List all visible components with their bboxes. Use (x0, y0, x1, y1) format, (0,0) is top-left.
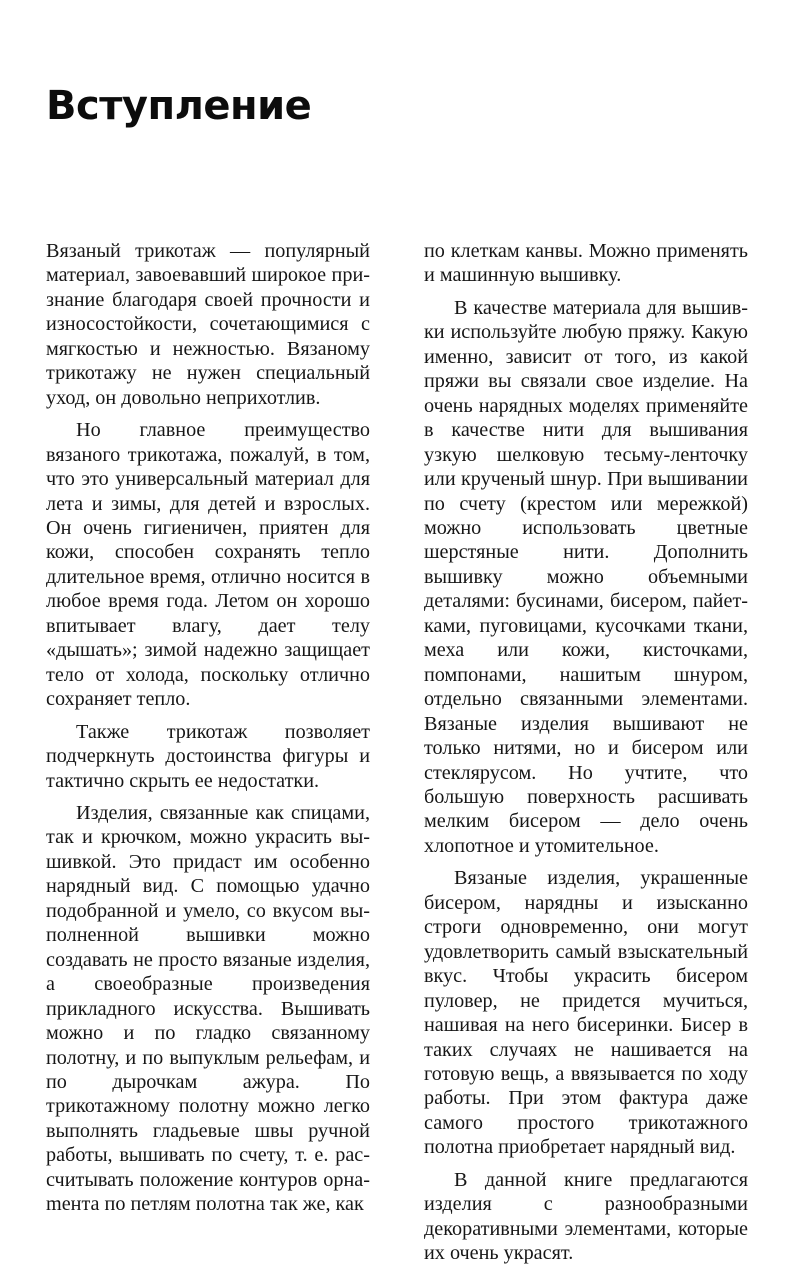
right-column (424, 239, 748, 1266)
paragraph: В качестве материала для вышивки используйте любую пряжу. Какую именно, зависит от того, из какой пряжи вы связали свое изделие. На очень нарядных моделях применяйте в качестве нити для вышивания узкую шелковую тесьму-ленточку или крученый шнур. При вышивании по счету (крестом или мережкой) можно использовать цветные шерстяные нити. Дополнить вышивку можно объемными деталями: бусинами, бисером, пайетками, пуговицами, кусочками ткани, меха или кожи, кисточками, помпонами, нашитым шнуром, отдельно связанными элементами. Вязаные изделия вышивают не только нитями, но и бисером или стеклярусом. Но учтите, что большую поверхность расшивать мелким бисером — дело очень хлопотное и утомительное. (424, 296, 748, 857)
paragraph: Изделия, связанные как спицами, так и крючком, можно украсить вышивкой. Это придаст им особенно нарядный вид. С помощью удачно подобранной и умело, со вкусом выполненной вышивки можно создавать не просто вязаные изделия, а своеобразные произведения прикладного искусства. Вышивать можно и по гладко связанному полотну, и по выпуклым рельефам, и по дырочкам ажура. По трикотажному полотну можно легко выполнять гладьевые швы ручной работы, вышивать по счету, т. е. рассчитывать положение контуров орнаmента по петлям полотна так же, как (46, 801, 370, 1216)
paragraph: по клеткам канвы. Можно применять и машинную вышивку. (424, 240, 748, 287)
chapter-title: Вступление (46, 83, 312, 129)
paragraph: Вязаные изделия, украшенные бисером, нарядны и изысканно строги одновременно, они могут удовлетворить самый взыскательный вкус. Чтобы украсить бисером пуловер, не придется мучиться, нашивая на него бисеринки. Бисер в таких случаях не нашивается на готовую вещь, а ввязывается по ходу работы. При этом фактура даже самого простого трикотажного полотна приобретает нарядный вид. (424, 867, 748, 1159)
paragraph: Но главное преимущество вязаного трикотажа, пожалуй, в том, что это универсальный материал для лета и зимы, для детей и взрослых. Он очень гигиеничен, приятен для кожи, способен сохранять тепло длительное время, отлично носится в любое время года. Летом он хорошо впитывает влагу, дает телу «дышать»; зимой надежно защищает тело от холода, поскольку отлично сохраняет тепло. (46, 419, 370, 711)
text-columns (46, 239, 748, 1266)
left-column (46, 239, 370, 1266)
paragraph: Вязаный трикотаж — популярный материал, завоевавший широкое признание благодаря своей прочности и износостойкости, сочетающимися с мягкостью и нежностью. Вязаному трикотажу не нужен специальный уход, он довольно неприхотлив. (46, 240, 370, 409)
paragraph: В данной книге предлагаются изделия с разнообразными декоративными элементами, которые их очень украсят. (424, 1168, 748, 1265)
paragraph: Также трикотаж позволяет подчеркнуть достоинства фигуры и тактично скрыть ее недостатки. (46, 720, 370, 792)
